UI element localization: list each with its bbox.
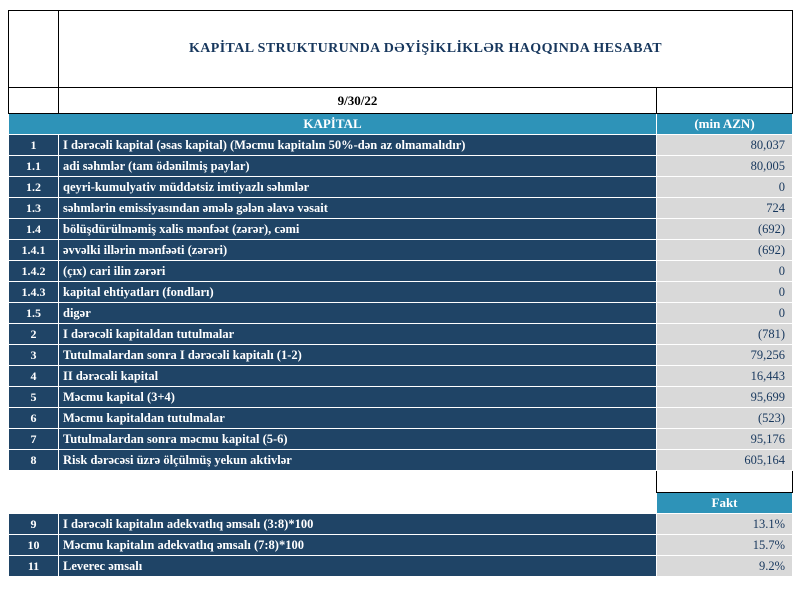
table-row: [9, 387, 793, 408]
row-label: Məcmu kapital (3+4): [59, 387, 657, 408]
row-value: 79,256: [657, 345, 793, 366]
spacer-row: [9, 471, 793, 493]
row-value: 724: [657, 198, 793, 219]
table-row: [9, 324, 793, 345]
row-value: 0: [657, 303, 793, 324]
spacer-value-cell: [657, 471, 793, 493]
row-label: bölüşdürülməmiş xalis mənfəət (zərər), cəmi: [59, 219, 657, 240]
title-blank-cell: [9, 11, 59, 88]
table-row: [9, 535, 793, 556]
row-value: 0: [657, 177, 793, 198]
unit-header: (min AZN): [657, 114, 793, 135]
capital-structure-table: [8, 10, 793, 577]
table-row: [9, 429, 793, 450]
row-label: Məcmu kapitalın adekvatlıq əmsalı (7:8)*100: [59, 535, 657, 556]
row-label: kapital ehtiyatları (fondları): [59, 282, 657, 303]
table-row: [9, 261, 793, 282]
row-value: 0: [657, 261, 793, 282]
date-blank-cell: [9, 88, 59, 114]
row-number: 4: [9, 366, 59, 387]
page-title: KAPİTAL STRUKTURUNDA DƏYİŞİKLİKLƏR HAQQINDA HESABAT: [59, 11, 793, 88]
table-row: [9, 556, 793, 577]
row-label: əvvəlki illərin mənfəəti (zərəri): [59, 240, 657, 261]
row-number: 10: [9, 535, 59, 556]
table-row: [9, 156, 793, 177]
row-number: 1.3: [9, 198, 59, 219]
row-number: 1.1: [9, 156, 59, 177]
section-header-row: [9, 114, 793, 135]
row-value: 80,037: [657, 135, 793, 156]
row-label: adi səhmlər (tam ödənilmiş paylar): [59, 156, 657, 177]
table-row: [9, 408, 793, 429]
row-label: Risk dərəcəsi üzrə ölçülmüş yekun aktivlər: [59, 450, 657, 471]
table-row: [9, 177, 793, 198]
table-row: [9, 219, 793, 240]
table-row: [9, 282, 793, 303]
row-value: 605,164: [657, 450, 793, 471]
fakt-blank-cell: [9, 493, 59, 514]
row-number: 5: [9, 387, 59, 408]
title-row: [9, 11, 793, 88]
row-value: 95,699: [657, 387, 793, 408]
row-number: 8: [9, 450, 59, 471]
row-number: 1.4.2: [9, 261, 59, 282]
row-number: 1.4.3: [9, 282, 59, 303]
row-value: 16,443: [657, 366, 793, 387]
row-label: digər: [59, 303, 657, 324]
row-number: 2: [9, 324, 59, 345]
row-value: 13.1%: [657, 514, 793, 535]
row-number: 3: [9, 345, 59, 366]
fakt-blank-cell: [59, 493, 657, 514]
spacer-blank-cell: [59, 471, 657, 493]
row-label: II dərəcəli kapital: [59, 366, 657, 387]
row-number: 1.2: [9, 177, 59, 198]
table-row: [9, 345, 793, 366]
table-row: [9, 366, 793, 387]
row-value: (692): [657, 240, 793, 261]
row-value: 80,005: [657, 156, 793, 177]
row-value: 95,176: [657, 429, 793, 450]
row-value: 9.2%: [657, 556, 793, 577]
row-number: 1: [9, 135, 59, 156]
row-label: Tutulmalardan sonra məcmu kapital (5-6): [59, 429, 657, 450]
row-label: Tutulmalardan sonra I dərəcəli kapitalı (1-2): [59, 345, 657, 366]
section-title: KAPİTAL: [9, 114, 657, 135]
row-number: 7: [9, 429, 59, 450]
row-label: I dərəcəli kapital (əsas kapital) (Məcmu kapitalın 50%-dən az olmamalıdır): [59, 135, 657, 156]
row-label: Leverec əmsalı: [59, 556, 657, 577]
row-number: 1.5: [9, 303, 59, 324]
table-row: [9, 303, 793, 324]
row-number: 9: [9, 514, 59, 535]
table-row: [9, 135, 793, 156]
table-row: [9, 198, 793, 219]
row-label: I dərəcəli kapitalın adekvatlıq əmsalı (3:8)*100: [59, 514, 657, 535]
date-row: [9, 88, 793, 114]
row-number: 6: [9, 408, 59, 429]
report-date: 9/30/22: [59, 88, 657, 114]
row-label: səhmlərin emissiyasından əmələ gələn əlavə vəsait: [59, 198, 657, 219]
row-value: (692): [657, 219, 793, 240]
row-label: qeyri-kumulyativ müddətsiz imtiyazlı səhmlər: [59, 177, 657, 198]
row-label: (çıx) cari ilin zərəri: [59, 261, 657, 282]
spacer-blank-cell: [9, 471, 59, 493]
row-value: 0: [657, 282, 793, 303]
row-value: (523): [657, 408, 793, 429]
table-row: [9, 450, 793, 471]
row-number: 1.4: [9, 219, 59, 240]
table-row: [9, 240, 793, 261]
fakt-header-row: [9, 493, 793, 514]
row-number: 1.4.1: [9, 240, 59, 261]
fakt-header: Fakt: [657, 493, 793, 514]
row-label: I dərəcəli kapitaldan tutulmalar: [59, 324, 657, 345]
row-value: (781): [657, 324, 793, 345]
row-number: 11: [9, 556, 59, 577]
row-value: 15.7%: [657, 535, 793, 556]
table-row: [9, 514, 793, 535]
row-label: Məcmu kapitaldan tutulmalar: [59, 408, 657, 429]
date-right-blank-cell: [657, 88, 793, 114]
